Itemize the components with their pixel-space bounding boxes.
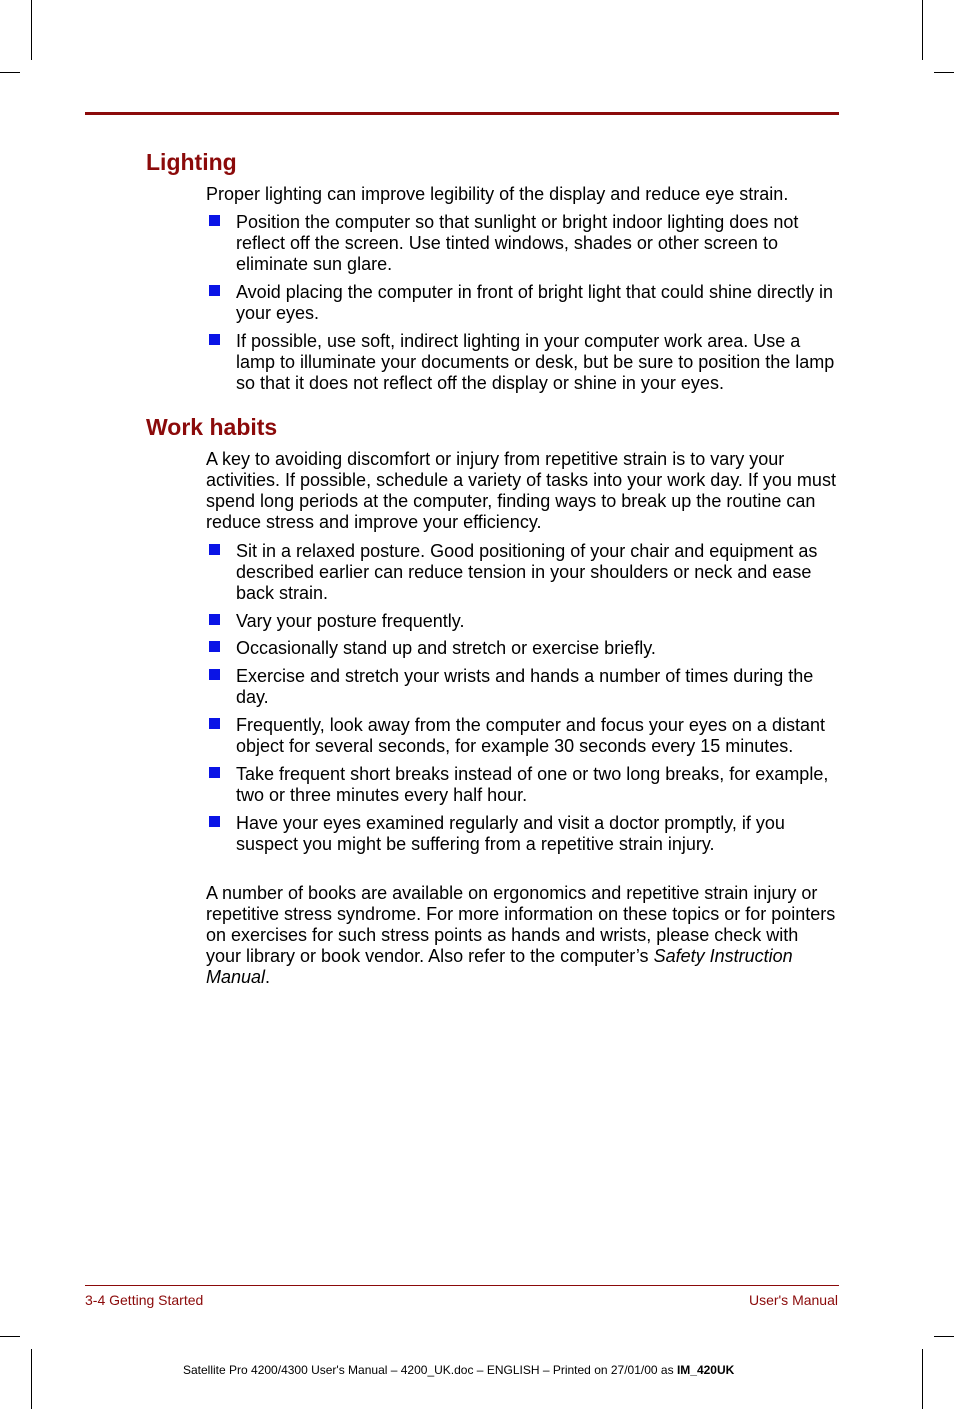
- list-item: Position the computer so that sunlight or bright indoor lighting does not reflect off the screen. Use tinted windows, shades or other screen to eliminate sun glare.: [206, 212, 838, 275]
- manual-title-italic: Safety Instruction Manual: [206, 946, 793, 987]
- lighting-intro: Proper lighting can improve legibility of the display and reduce eye strain.: [206, 184, 789, 204]
- crop-mark: [0, 1336, 20, 1337]
- square-bullet-icon: [209, 614, 220, 625]
- crop-mark: [0, 72, 20, 73]
- lighting-bullet-list: [206, 212, 838, 394]
- crop-mark: [31, 0, 32, 60]
- print-info-line: Satellite Pro 4200/4300 User's Manual – 4200_UK.doc – ENGLISH – Printed on 27/01/00 as IM_420UK: [183, 1363, 735, 1377]
- work-habits-bullet-list: [206, 541, 838, 855]
- list-item: Occasionally stand up and stretch or exercise briefly.: [206, 638, 838, 659]
- crop-mark: [922, 0, 923, 60]
- footer-manual-name: User's Manual: [748, 1292, 838, 1308]
- section-heading-lighting: Lighting: [146, 149, 237, 175]
- crop-mark: [934, 72, 954, 73]
- list-item: Exercise and stretch your wrists and hands a number of times during the day.: [206, 666, 838, 708]
- crop-mark: [922, 1349, 923, 1409]
- square-bullet-icon: [209, 215, 220, 226]
- square-bullet-icon: [209, 641, 220, 652]
- list-item: Vary your posture frequently.: [206, 611, 838, 632]
- work-habits-intro: A key to avoiding discomfort or injury from repetitive strain is to vary your activities. If possible, schedule a variety of tasks into your work day. If you must spend long periods at the computer, finding ways to break up the routine can reduce stress and improve your efficiency.: [206, 449, 836, 532]
- list-item: Take frequent short breaks instead of one or two long breaks, for example, two or three minutes every half hour.: [206, 764, 838, 806]
- square-bullet-icon: [209, 767, 220, 778]
- closing-paragraph: A number of books are available on ergonomics and repetitive strain injury or repetitive stress syndrome. For more information on these topics or for pointers on exercises for such stress points as hands and wrists, please check with your library or book vendor. Also refer to the computer’s Safety Instruction Manual.: [206, 883, 836, 987]
- crop-mark: [934, 1336, 954, 1337]
- list-item: Sit in a relaxed posture. Good positioning of your chair and equipment as described earlier can reduce tension in your shoulders or neck and ease back strain.: [206, 541, 838, 604]
- square-bullet-icon: [209, 285, 220, 296]
- square-bullet-icon: [209, 669, 220, 680]
- square-bullet-icon: [209, 334, 220, 345]
- list-item: Have your eyes examined regularly and visit a doctor promptly, if you suspect you might be suffering from a repetitive strain injury.: [206, 813, 838, 855]
- square-bullet-icon: [209, 718, 220, 729]
- header-rule: [85, 112, 839, 115]
- section-heading-work-habits: Work habits: [146, 414, 278, 440]
- footer-page-section: 3-4 Getting Started: [85, 1292, 204, 1308]
- square-bullet-icon: [209, 816, 220, 827]
- footer-rule: [85, 1285, 839, 1286]
- print-code: IM_420UK: [676, 1363, 735, 1377]
- crop-mark: [31, 1349, 32, 1409]
- list-item: Frequently, look away from the computer and focus your eyes on a distant object for several seconds, for example 30 seconds every 15 minutes.: [206, 715, 838, 757]
- square-bullet-icon: [209, 544, 220, 555]
- list-item: Avoid placing the computer in front of bright light that could shine directly in your eyes.: [206, 282, 838, 324]
- list-item: If possible, use soft, indirect lighting in your computer work area. Use a lamp to illuminate your documents or desk, but be sure to position the lamp so that it does not reflect off the display or shine in your eyes.: [206, 331, 838, 394]
